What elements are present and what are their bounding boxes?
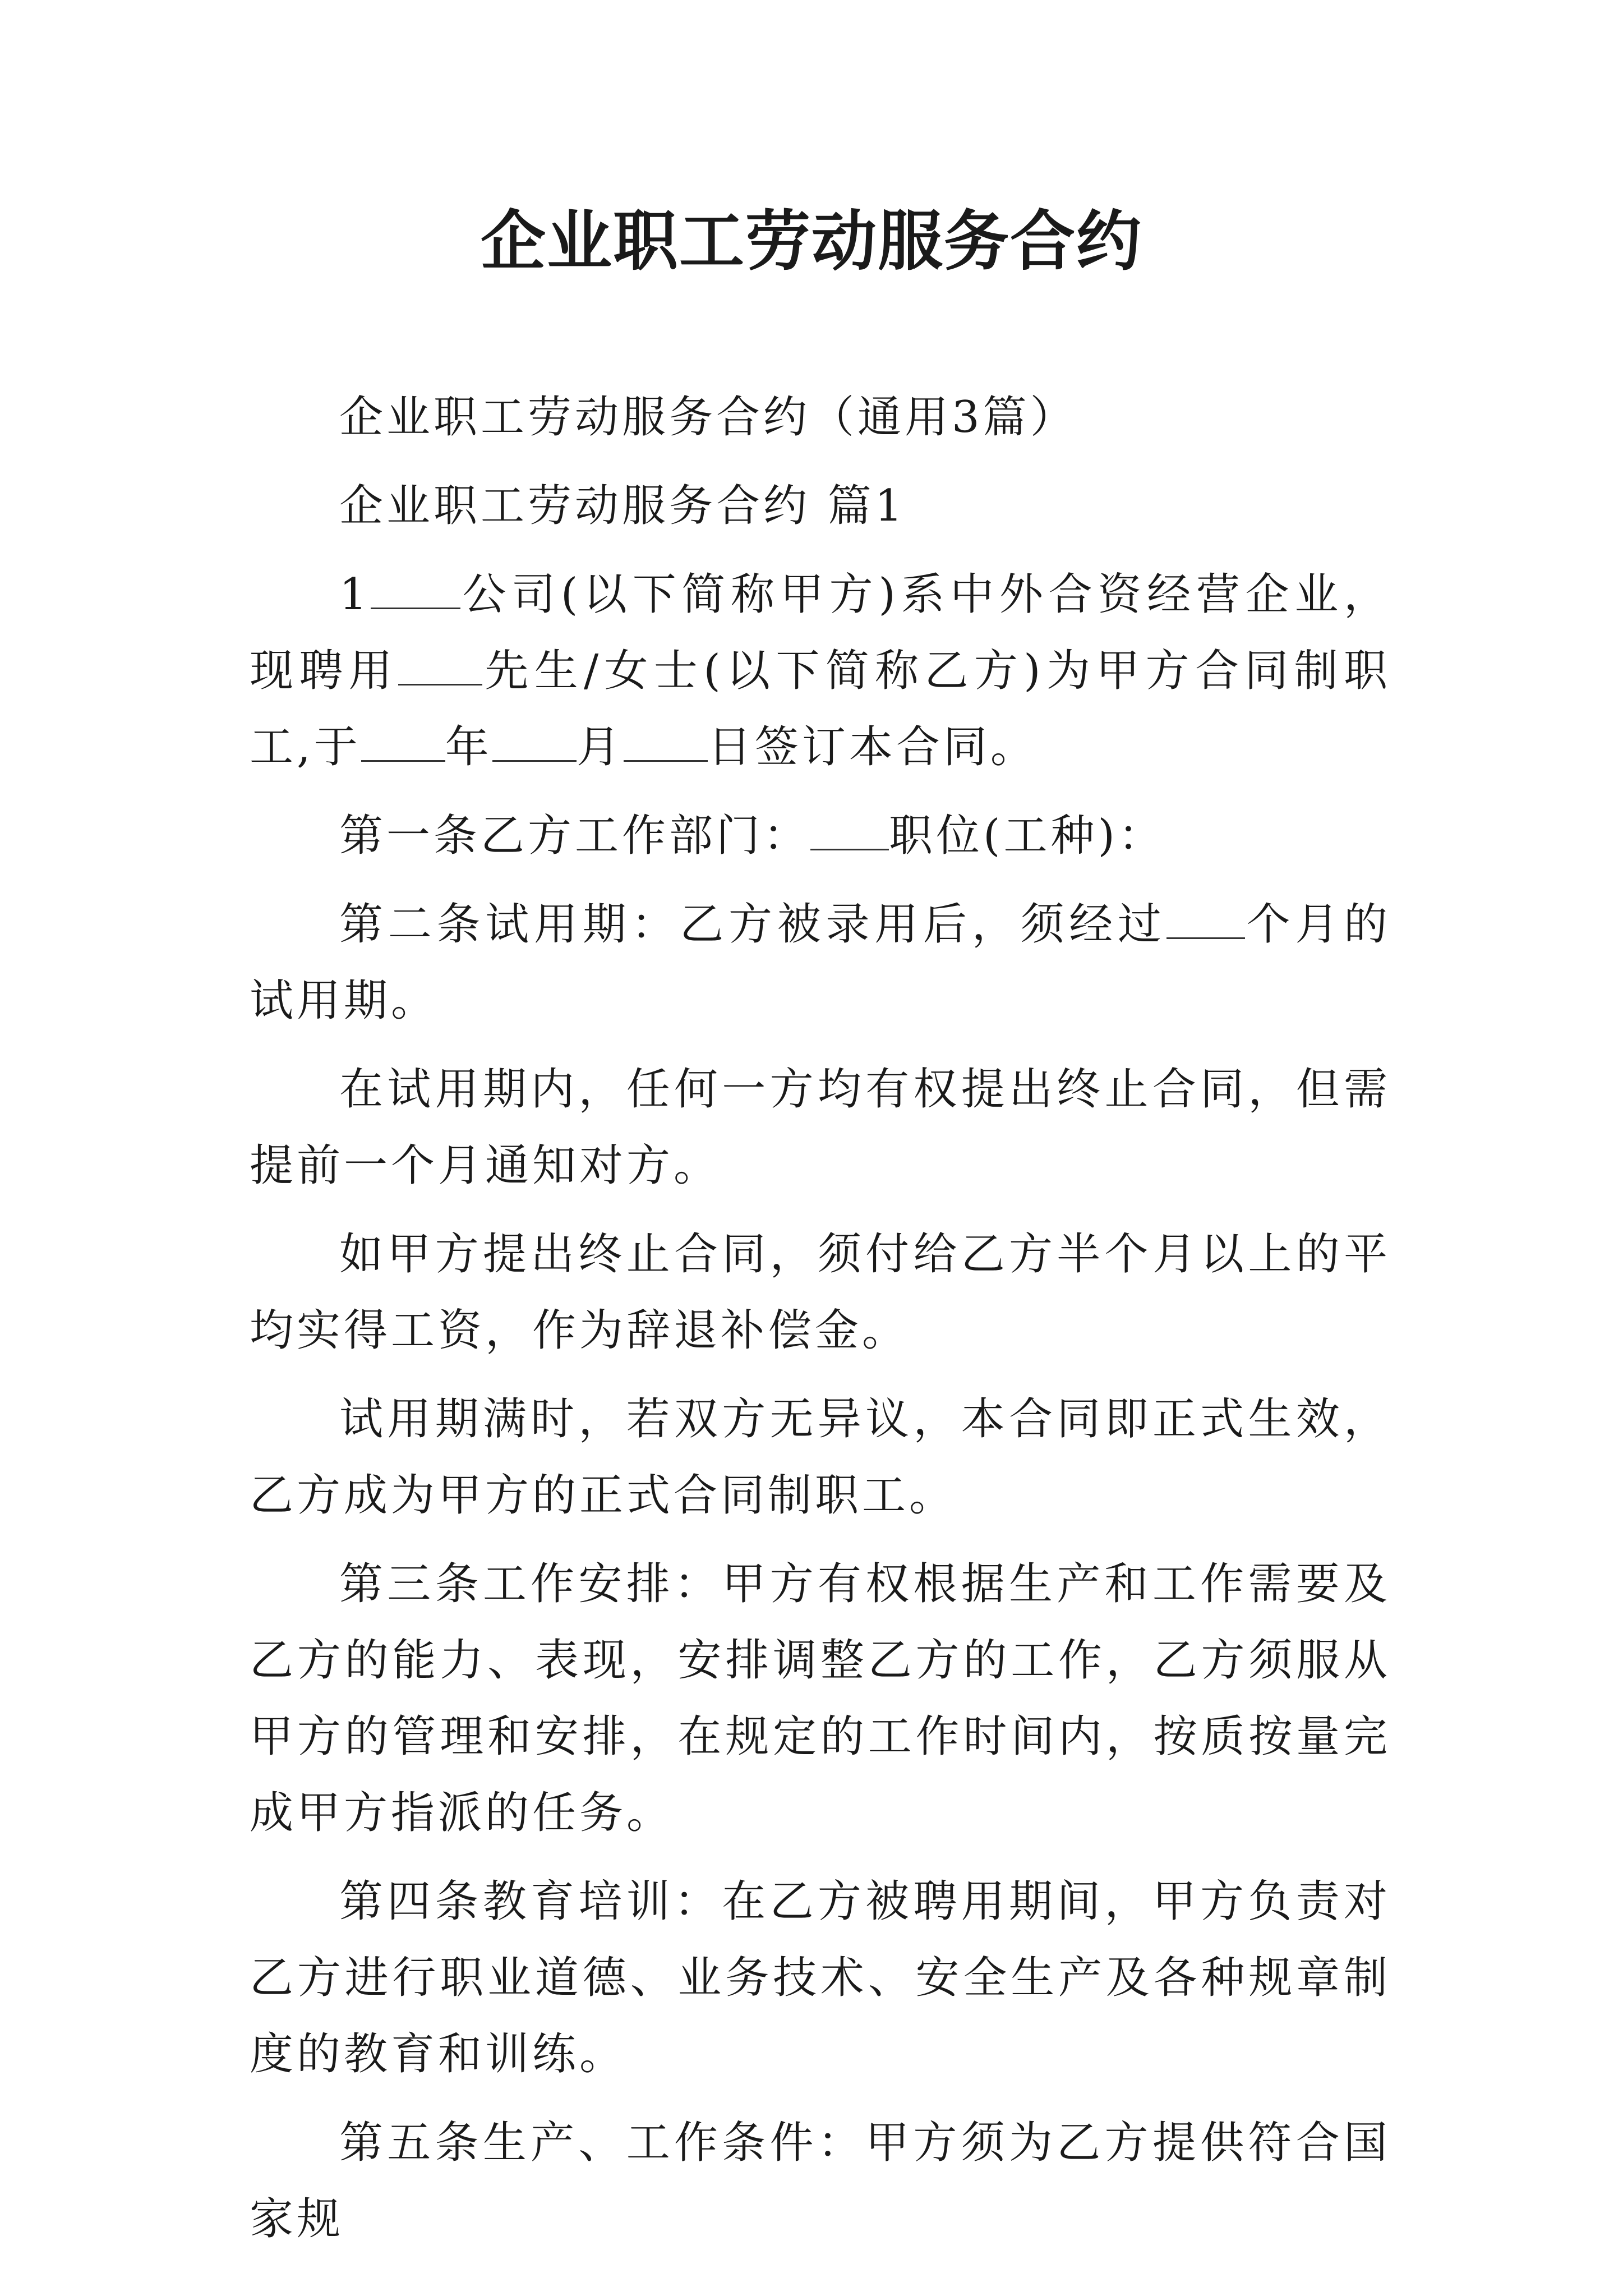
blank-month bbox=[492, 719, 577, 762]
article-2-text-1: 第二条试用期：乙方被录用后，须经过 bbox=[339, 899, 1166, 950]
paragraph-intro-month: 月 bbox=[576, 722, 624, 772]
paragraph-probation-end: 试用期满时，若双方无异议，本合同即正式生效，乙方成为甲方的正式合同制职工。 bbox=[250, 1394, 1391, 1521]
article-5: 第五条生产、工作条件：甲方须为乙方提供符合国家规 bbox=[250, 2118, 1391, 2244]
blank-day bbox=[624, 719, 708, 762]
section-heading: 企业职工劳动服务合约 篇1 bbox=[339, 481, 906, 531]
paragraph-intro-text-1: 公司(以下简称甲方)系中外合资经营企业，现聘用 bbox=[250, 569, 1391, 696]
document-body bbox=[250, 379, 1391, 2270]
paragraph-probation-termination: 在试用期内，任何一方均有权提出终止合同，但需提前一个月通知对方。 bbox=[250, 1064, 1391, 1191]
blank-year bbox=[361, 719, 445, 762]
paragraph-intro bbox=[250, 556, 1391, 785]
document-subtitle: 企业职工劳动服务合约（通用3篇） bbox=[339, 392, 1077, 443]
blank-department bbox=[810, 807, 889, 850]
paragraph-intro-number: 1 bbox=[339, 569, 371, 620]
blank-probation-months bbox=[1166, 896, 1245, 939]
blank-employee-name bbox=[398, 642, 482, 685]
article-2 bbox=[250, 886, 1391, 1039]
article-1-text-1: 第一条乙方工作部门： bbox=[339, 811, 811, 861]
paragraph-intro-text-2: 先生/女士(以下简称乙方)为甲方合同制职工,于 bbox=[250, 646, 1391, 772]
paragraph-intro-text-3: 日签订本合同。 bbox=[707, 722, 1038, 772]
blank-company-name bbox=[371, 566, 460, 609]
article-1 bbox=[250, 798, 1391, 874]
article-1-text-2: 职位(工种)： bbox=[889, 811, 1165, 861]
article-3: 第三条工作安排：甲方有权根据生产和工作需要及乙方的能力、表现，安排调整乙方的工作，乙方须服从甲方的管理和安排，在规定的工作时间内，按质按量完成甲方指派的任务。 bbox=[250, 1559, 1391, 1838]
paragraph-severance: 如甲方提出终止合同，须付给乙方半个月以上的平均实得工资，作为辞退补偿金。 bbox=[250, 1229, 1391, 1356]
article-2-text-2: 个月的试用期。 bbox=[250, 899, 1391, 1026]
article-4: 第四条教育培训：在乙方被聘用期间，甲方负责对乙方进行职业道德、业务技术、安全生产及各种规章制度的教育和训练。 bbox=[250, 1876, 1391, 2079]
document-title: 企业职工劳动服务合约 bbox=[481, 203, 1142, 279]
paragraph-intro-year: 年 bbox=[445, 722, 492, 772]
